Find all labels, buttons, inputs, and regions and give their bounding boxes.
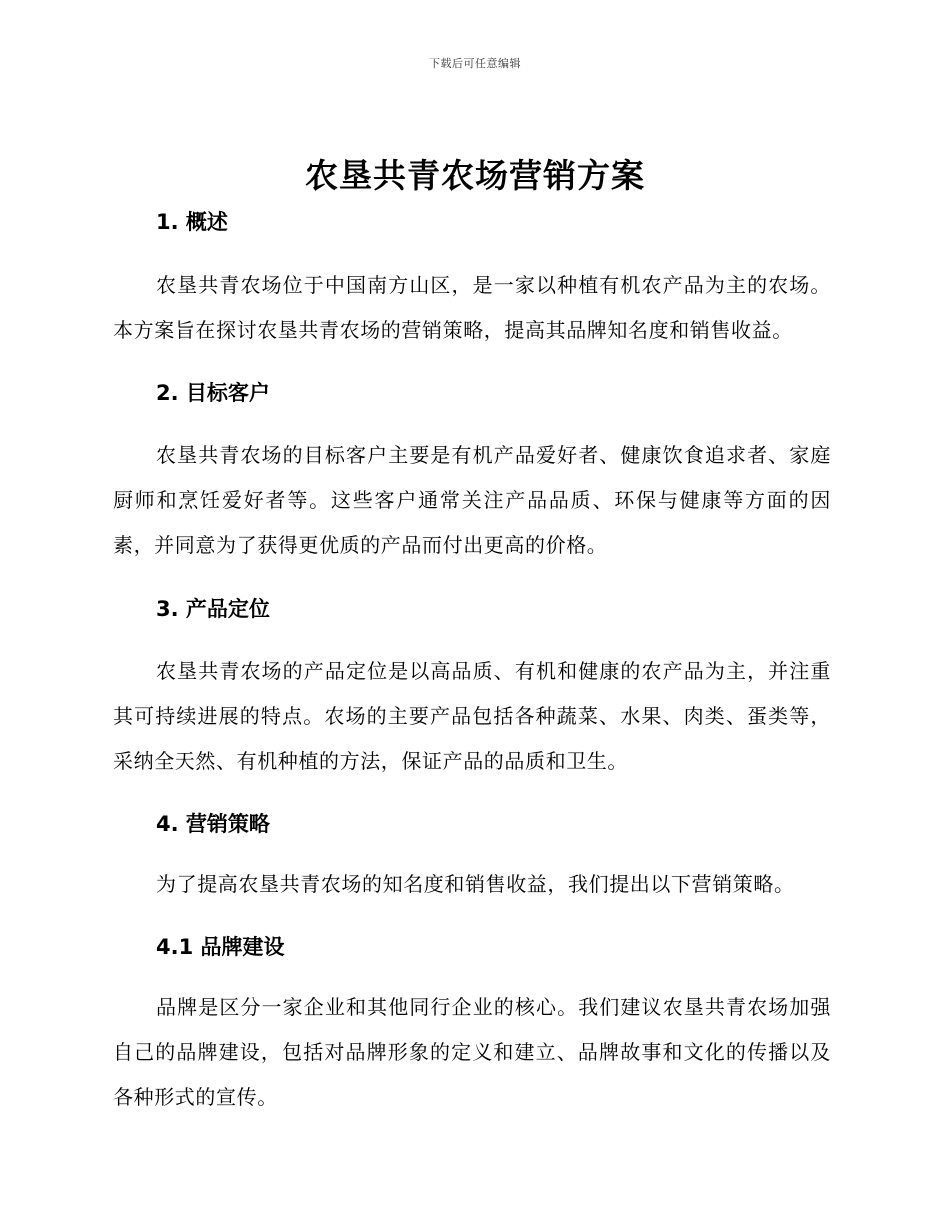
spacer xyxy=(113,784,831,809)
section-overview xyxy=(113,207,831,353)
section-heading: 3. 产品定位 xyxy=(156,597,270,621)
section-heading: 4. 营销策略 xyxy=(156,812,270,836)
section-paragraph: 品牌是区分一家企业和其他同行企业的核心。我们建议农垦共青农场加强自己的品牌建设，包括对品牌形象的定义和建立、品牌故事和文化的传播以及各种形式的宣传。 xyxy=(113,995,831,1109)
section-heading: 1. 概述 xyxy=(156,210,228,234)
section-paragraph: 农垦共青农场的目标客户主要是有机产品爱好者、健康饮食追求者、家庭厨师和烹饪爱好者等。这些客户通常关注产品品质、环保与健康等方面的因素，并同意为了获得更优质的产品而付出更高的价格。 xyxy=(113,443,831,557)
section-heading: 2. 目标客户 xyxy=(156,381,270,405)
section-paragraph: 为了提高农垦共青农场的知名度和销售收益，我们提出以下营销策略。 xyxy=(156,872,795,896)
spacer xyxy=(113,907,831,932)
header-note: 下载后可任意编辑 xyxy=(429,57,521,70)
spacer xyxy=(113,568,831,594)
section-paragraph: 农垦共青农场位于中国南方山区，是一家以种植有机农产品为主的农场。本方案旨在探讨农垦共青农场的营销策略，提高其品牌知名度和销售收益。 xyxy=(113,273,831,342)
section-product-positioning xyxy=(113,594,831,784)
section-marketing-strategy xyxy=(113,809,831,907)
spacer xyxy=(113,353,831,378)
section-target-customers xyxy=(113,378,831,568)
section-heading: 4.1 品牌建设 xyxy=(156,935,285,959)
document-body xyxy=(113,207,831,1120)
document-title: 农垦共青农场营销方案 xyxy=(305,156,645,195)
section-paragraph: 农垦共青农场的产品定位是以高品质、有机和健康的农产品为主，并注重其可持续进展的特点。农场的主要产品包括各种蔬菜、水果、肉类、蛋类等，采纳全天然、有机种植的方法，保证产品的品质和卫生。 xyxy=(113,659,831,773)
section-brand-building xyxy=(113,932,831,1120)
